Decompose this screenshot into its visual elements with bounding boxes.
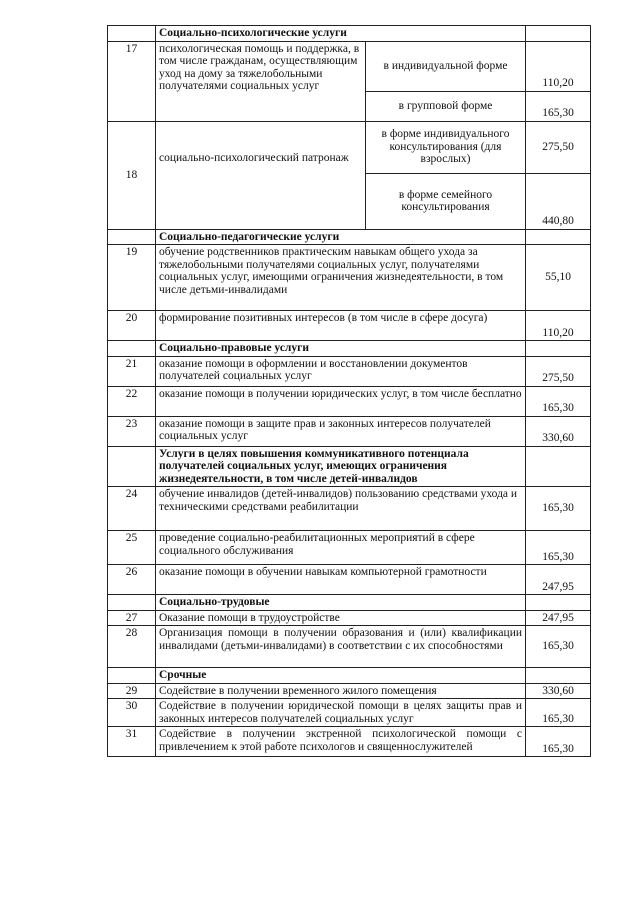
- row-number: 27: [108, 610, 156, 626]
- service-description: Содействие в получении экстренной психологической помощи с привлечением к этой работе психологов и священнослужителей: [156, 727, 526, 757]
- section-row: [108, 26, 591, 42]
- table-row: [108, 683, 591, 699]
- table-row: [108, 531, 591, 565]
- row-number: 21: [108, 356, 156, 386]
- service-description: проведение социально-реабилитационных мероприятий в сфере социального обслуживания: [156, 531, 526, 565]
- row-number: 18: [108, 121, 156, 229]
- service-price: 247,95: [526, 610, 591, 626]
- table-row: [108, 727, 591, 757]
- section-title: Социально-психологические услуги: [156, 26, 526, 42]
- service-price: 165,30: [526, 386, 591, 416]
- table-row: [108, 699, 591, 727]
- section-row: [108, 668, 591, 684]
- service-form: в индивидуальной форме: [366, 41, 526, 91]
- row-number: 30: [108, 699, 156, 727]
- section-title: Социально-трудовые: [156, 595, 526, 611]
- service-description: социально-психологический патронаж: [156, 121, 366, 229]
- service-price: 165,30: [526, 487, 591, 531]
- row-number: 28: [108, 626, 156, 668]
- row-number: 19: [108, 245, 156, 311]
- row-number: 23: [108, 416, 156, 446]
- row-number: 20: [108, 311, 156, 341]
- service-description: оказание помощи в защите прав и законных интересов получателей социальных услуг: [156, 416, 526, 446]
- service-price: 110,20: [526, 311, 591, 341]
- row-number: 25: [108, 531, 156, 565]
- table-row: [108, 245, 591, 311]
- service-description: оказание помощи в оформлении и восстановлении документов получателей социальных услуг: [156, 356, 526, 386]
- table-row: [108, 356, 591, 386]
- section-row: [108, 341, 591, 357]
- row-number: 29: [108, 683, 156, 699]
- section-title: Срочные: [156, 668, 526, 684]
- table-row: [108, 121, 591, 173]
- table-row: [108, 626, 591, 668]
- table-row: [108, 386, 591, 416]
- section-row: [108, 229, 591, 245]
- service-price: 440,80: [526, 173, 591, 229]
- service-price: 165,30: [526, 727, 591, 757]
- row-number: 22: [108, 386, 156, 416]
- service-form: в групповой форме: [366, 91, 526, 121]
- service-price: 165,30: [526, 699, 591, 727]
- service-description: обучение родственников практическим навыкам общего ухода за тяжелобольными получателями социальных услуг, получателями социальных услуг, имеющими ограничения жизнедеятельности, в том числе детьми-инвалидами: [156, 245, 526, 311]
- table-row: [108, 311, 591, 341]
- service-price: 165,30: [526, 626, 591, 668]
- service-description: Оказание помощи в трудоустройстве: [156, 610, 526, 626]
- service-price: 330,60: [526, 683, 591, 699]
- service-form: в форме семейного консультирования: [366, 173, 526, 229]
- service-description: оказание помощи в получении юридических услуг, в том числе бесплатно: [156, 386, 526, 416]
- service-description: Организация помощи в получении образования и (или) квалификации инвалидами (детьми-инвалидами) в соответствии с их способностями: [156, 626, 526, 668]
- service-price: 247,95: [526, 565, 591, 595]
- service-description: формирование позитивных интересов (в том числе в сфере досуга): [156, 311, 526, 341]
- table-row: [108, 41, 591, 91]
- service-price: 110,20: [526, 41, 591, 91]
- service-description: обучение инвалидов (детей-инвалидов) пользованию средствами ухода и техническими средствами реабилитации: [156, 487, 526, 531]
- row-number: 31: [108, 727, 156, 757]
- service-price: 275,50: [526, 356, 591, 386]
- service-form: в форме индивидуального консультирования (для взрослых): [366, 121, 526, 173]
- section-title: Социально-педагогические услуги: [156, 229, 526, 245]
- section-row: [108, 446, 591, 487]
- section-title: Услуги в целях повышения коммуникативного потенциала получателей социальных услуг, имеющих ограничения жизнедеятельности, в том числе детей-инвалидов: [156, 446, 526, 487]
- service-price: 165,30: [526, 531, 591, 565]
- table-row: [108, 487, 591, 531]
- service-price: 330,60: [526, 416, 591, 446]
- row-number: 24: [108, 487, 156, 531]
- row-number: 17: [108, 41, 156, 121]
- section-title: Социально-правовые услуги: [156, 341, 526, 357]
- table-row: [108, 416, 591, 446]
- services-price-table: [107, 25, 591, 757]
- section-row: [108, 595, 591, 611]
- service-description: психологическая помощь и поддержка, в том числе гражданам, осуществляющим уход на дому за тяжелобольными получателями социальных услуг: [156, 41, 366, 121]
- row-number: 26: [108, 565, 156, 595]
- service-description: оказание помощи в обучении навыкам компьютерной грамотности: [156, 565, 526, 595]
- service-description: Содействие в получении временного жилого помещения: [156, 683, 526, 699]
- table-row: [108, 610, 591, 626]
- service-price: 275,50: [526, 121, 591, 173]
- service-price: 55,10: [526, 245, 591, 311]
- service-price: 165,30: [526, 91, 591, 121]
- service-description: Содействие в получении юридической помощи в целях защиты прав и законных интересов получателей социальных услуг: [156, 699, 526, 727]
- table-row: [108, 565, 591, 595]
